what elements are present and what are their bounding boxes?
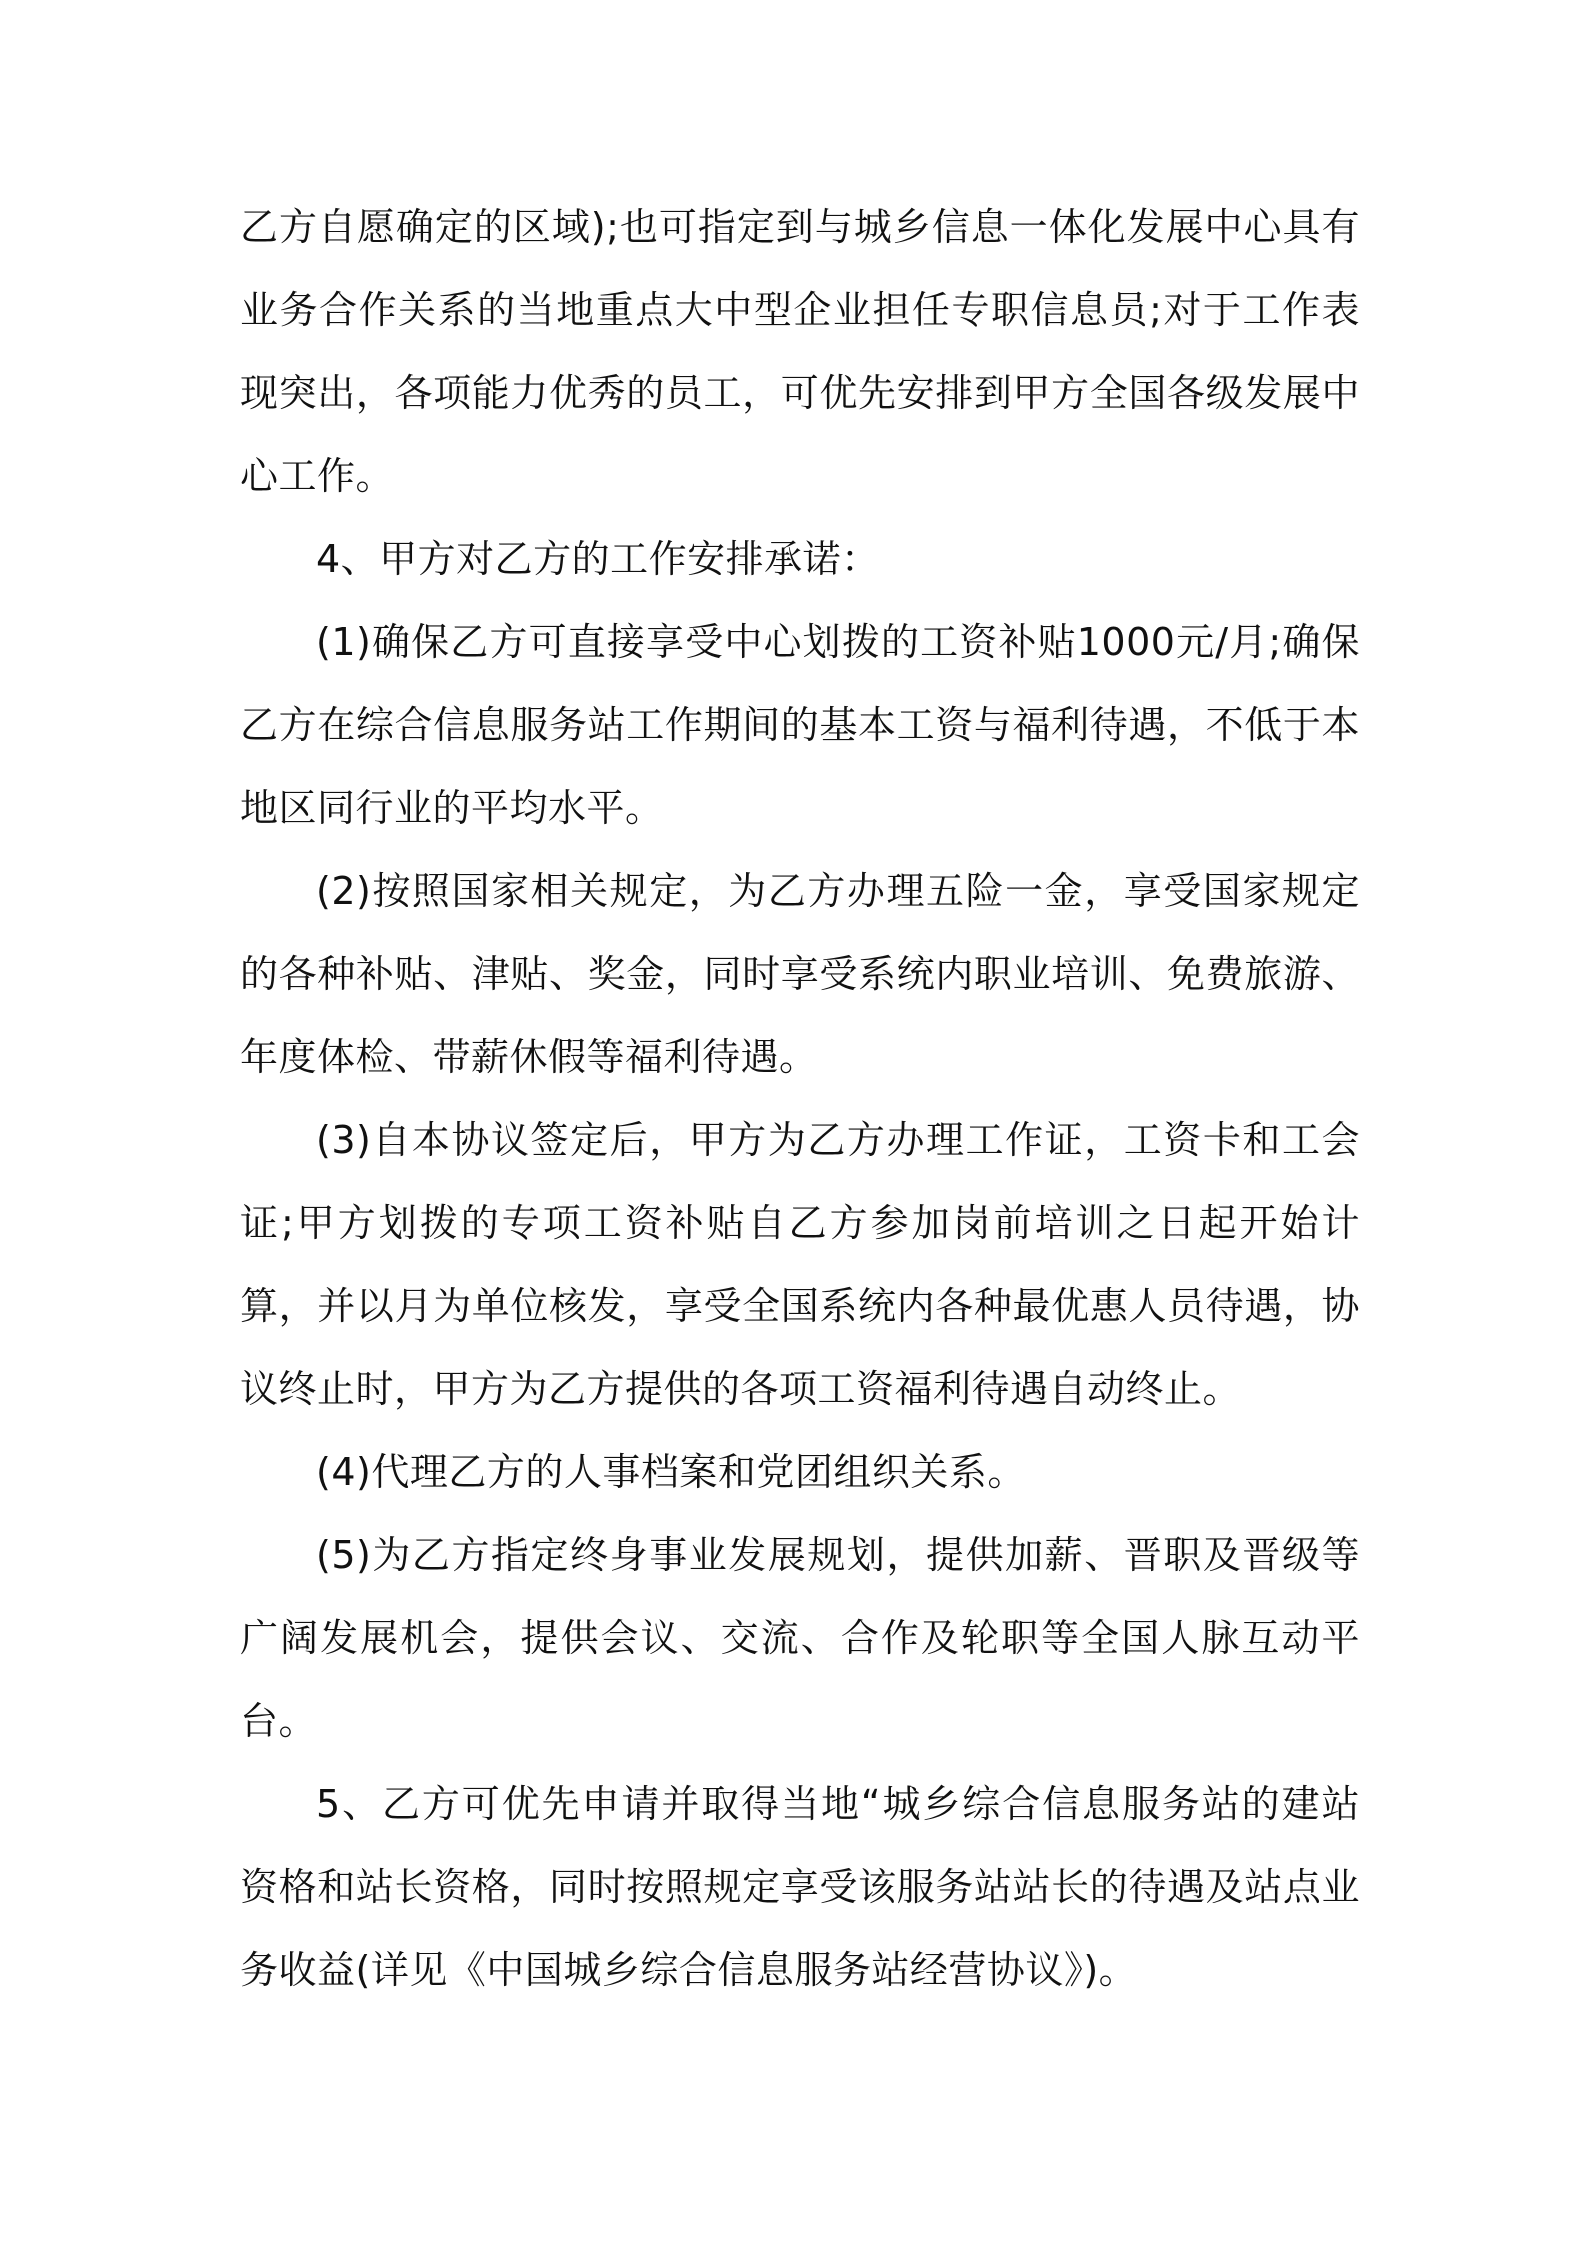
paragraph-item-5-career-plan: (5)为乙方指定终身事业发展规划，提供加薪、晋职及晋级等广阔发展机会，提供会议、交流、合作及轮职等全国人脉互动平台。 bbox=[240, 1533, 1360, 1743]
paragraph-item-1-salary: (1)确保乙方可直接享受中心划拨的工资补贴1000元/月;确保乙方在综合信息服务站工作期间的基本工资与福利待遇，不低于本地区同行业的平均水平。 bbox=[240, 620, 1360, 830]
paragraph-item-3-work-permit: (3)自本协议签定后，甲方为乙方办理工作证，工资卡和工会证;甲方划拨的专项工资补贴自乙方参加岗前培训之日起开始计算，并以月为单位核发，享受全国系统内各种最优惠人员待遇，协议终止时，甲方为乙方提供的各项工资福利待遇自动终止。 bbox=[240, 1118, 1360, 1411]
paragraph-item-2-insurance: (2)按照国家相关规定，为乙方办理五险一金，享受国家规定的各种补贴、津贴、奖金，同时享受系统内职业培训、免费旅游、年度体检、带薪休假等福利待遇。 bbox=[240, 869, 1360, 1079]
paragraph-section-5-station: 5、乙方可优先申请并取得当地“城乡综合信息服务站的建站资格和站长资格，同时按照规定享受该服务站站长的待遇及站点业务收益(详见《中国城乡综合信息服务站经营协议》)。 bbox=[240, 1782, 1360, 1992]
paragraph-continued-assignment: 乙方自愿确定的区域);也可指定到与城乡信息一体化发展中心具有业务合作关系的当地重点大中型企业担任专职信息员;对于工作表现突出，各项能力优秀的员工，可优先安排到甲方全国各级发展中心工作。 bbox=[240, 205, 1360, 498]
document-body bbox=[240, 186, 1360, 2012]
paragraph-item-4-personnel-files: (4)代理乙方的人事档案和党团组织关系。 bbox=[316, 1450, 1026, 1494]
paragraph-section-4-heading: 4、甲方对乙方的工作安排承诺： bbox=[316, 537, 880, 581]
